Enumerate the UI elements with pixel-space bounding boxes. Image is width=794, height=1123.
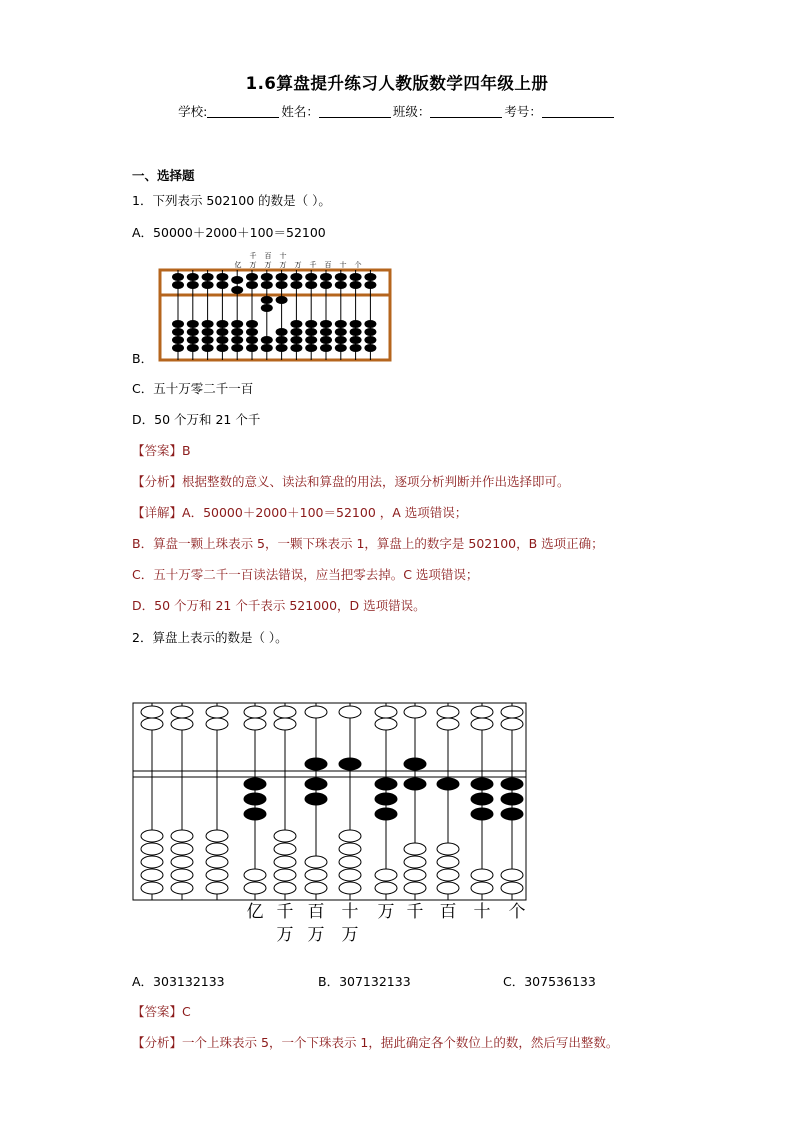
abacus-bead [246,273,258,281]
abacus-bead [437,856,459,868]
abacus-bead [471,793,493,805]
abacus-bead [216,320,228,328]
q2-place-label: 亿 [246,902,264,922]
class-blank[interactable] [430,105,502,118]
student-info-line [0,102,794,120]
q1-answer [132,443,191,459]
q2-option-c: C．307536133 [503,974,596,989]
abacus-bead [501,778,523,790]
abacus-bead [404,869,426,881]
abacus-bead [290,336,302,344]
q1-detail-c: C．五十万零二千一百读法错误，应当把零去掉。C 选项错误； [132,567,479,582]
abacus-bead [404,843,426,855]
answer-tag: 【答案】 [132,1004,183,1019]
school-blank[interactable] [207,105,279,118]
abacus-bead [187,320,199,328]
abacus-bead [375,808,397,820]
abacus-bead [206,869,228,881]
abacus-bead [339,882,361,894]
abacus-bead [375,778,397,790]
detail-tag: 【详解】 [132,505,183,520]
abacus-bead [471,808,493,820]
answer-value: C [182,1004,191,1019]
name-label: 姓名： [281,104,319,119]
q1-option-c: C．五十万零二千一百 [132,381,254,396]
abacus-bead [335,328,347,336]
abacus-bead [305,778,327,790]
abacus-bead [305,344,317,352]
q1-label: 万 [279,261,287,269]
q2-answer [132,1004,191,1020]
name-blank[interactable] [319,105,391,118]
abacus-bead [437,843,459,855]
abacus-bead [339,758,361,770]
abacus-bead [172,344,184,352]
abacus-bead [350,328,362,336]
q2-place-label: 十 [341,902,359,922]
abacus-bead [206,856,228,868]
abacus-bead [172,336,184,344]
abacus-bead [471,869,493,881]
abacus-bead [141,843,163,855]
abacus-bead [261,273,273,281]
abacus-bead [206,843,228,855]
abacus-bead [404,778,426,790]
abacus-bead [202,328,214,336]
abacus-bead [171,843,193,855]
abacus-bead [320,336,332,344]
abacus-bead [501,793,523,805]
abacus-bead [187,273,199,281]
q1-label: 亿 [234,261,242,269]
abacus-bead [141,882,163,894]
abacus-bead [202,273,214,281]
abacus-bead [305,328,317,336]
abacus-bead [276,281,288,289]
abacus-bead [261,336,273,344]
analysis-tag: 【分析】 [132,1035,183,1050]
abacus-bead [350,336,362,344]
abacus-bead [364,281,376,289]
abacus-bead [305,336,317,344]
abacus-bead [471,778,493,790]
abacus-bead [276,296,288,304]
abacus-bead [339,843,361,855]
abacus-bead [437,706,459,718]
abacus-bead [231,286,243,294]
abacus-bead [335,281,347,289]
abacus-bead [501,808,523,820]
abacus-frame [133,703,526,900]
q2-stem: 2．算盘上表示的数是（ ）。 [132,630,288,645]
q2-place-label: 百 [439,902,457,922]
abacus-bead [244,778,266,790]
abacus-bead [375,706,397,718]
abacus-bead [231,276,243,284]
abacus-bead [206,830,228,842]
abacus-bead [246,336,258,344]
abacus-bead [350,273,362,281]
abacus-bead [171,718,193,730]
abacus-bead [216,273,228,281]
abacus-bead [141,718,163,730]
q2-place-label: 万 [377,902,395,922]
q1-label: 万 [264,261,272,269]
abacus-bead [244,882,266,894]
abacus-bead [364,328,376,336]
abacus-bead [171,869,193,881]
abacus-bead [171,830,193,842]
detail-a-text: A．50000＋2000＋100＝52100 ，A 选项错误； [182,505,468,520]
q1-detail-b: B．算盘一颗上珠表示 5，一颗下珠表示 1，算盘上的数字是 502100，B 选项正确； [132,536,604,551]
abacus-bead [404,706,426,718]
abacus-bead [501,882,523,894]
abacus-bead [290,328,302,336]
abacus-bead [274,830,296,842]
abacus-bead [244,706,266,718]
abacus-bead [216,344,228,352]
q1-stem: 1．下列表示 502100 的数是（ ）。 [132,193,331,208]
abacus-bead [375,718,397,730]
abacus-bead [364,336,376,344]
q2-place-label: 个 [508,902,526,922]
abacus-bead [276,328,288,336]
exam-no-blank[interactable] [542,105,614,118]
answer-tag: 【答案】 [132,443,183,458]
q2-place-label: 万 [307,925,325,945]
abacus-bead [246,281,258,289]
abacus-bead [274,718,296,730]
abacus-bead [501,718,523,730]
abacus-bead [320,273,332,281]
q2-place-label: 百 [307,902,325,922]
abacus-bead [305,793,327,805]
q1-label-top: 千 [249,252,257,260]
abacus-bead [501,706,523,718]
abacus-bead [261,344,273,352]
abacus-bead [141,706,163,718]
abacus-bead [187,336,199,344]
abacus-bead [274,869,296,881]
q2-place-label: 十 [473,902,491,922]
abacus-bead [246,328,258,336]
abacus-bead [206,706,228,718]
abacus-bead [274,706,296,718]
q1-label: 万 [294,261,302,269]
abacus-bead [276,273,288,281]
abacus-bead [231,328,243,336]
analysis-tag: 【分析】 [132,474,183,489]
abacus-bead [364,320,376,328]
answer-value: B [182,443,191,458]
q1-label-top: 百 [264,252,272,260]
q2-place-label: 万 [276,925,294,945]
abacus-bead [244,808,266,820]
q1-analysis [132,474,570,490]
abacus-bead [471,706,493,718]
exam-no-label: 考号： [504,104,542,119]
abacus-bead [231,344,243,352]
q1-option-b-label: B． [132,351,154,366]
abacus-bead [244,869,266,881]
abacus-bead [141,830,163,842]
q1-detail-a [132,505,467,521]
abacus-bead [350,281,362,289]
abacus-bead [350,344,362,352]
analysis-text: 一个上珠表示 5，一个下珠表示 1，据此确定各个数位上的数，然后写出整数。 [182,1035,619,1050]
abacus-bead [274,843,296,855]
q2-option-b: B．307132133 [318,974,411,989]
abacus-bead [187,281,199,289]
abacus-bead [244,793,266,805]
abacus-bead [320,344,332,352]
abacus-bead [172,320,184,328]
analysis-text: 根据整数的意义、读法和算盘的用法，逐项分析判断并作出选择即可。 [182,474,570,489]
q2-option-a: A．303132133 [132,974,225,989]
q1-label: 百 [324,261,332,269]
abacus-bead [187,344,199,352]
abacus-bead [216,281,228,289]
abacus-bead [290,273,302,281]
abacus-bead [404,882,426,894]
abacus-bead [339,706,361,718]
abacus-bead [375,793,397,805]
q1-label: 万 [249,261,257,269]
abacus-bead [216,328,228,336]
abacus-bead [171,882,193,894]
abacus-bead [261,304,273,312]
abacus-bead [437,882,459,894]
abacus-bead [206,718,228,730]
abacus-bead [216,336,228,344]
abacus-bead [202,320,214,328]
abacus-bead [320,328,332,336]
abacus-bead [339,856,361,868]
abacus-bead [261,296,273,304]
abacus-bead [206,882,228,894]
abacus-bead [246,344,258,352]
abacus-bead [375,869,397,881]
q1-option-d: D．50 个万和 21 个千 [132,412,261,427]
page-title: 1.6算盘提升练习人教版数学四年级上册 [245,74,549,93]
abacus-bead [305,281,317,289]
abacus-bead [305,273,317,281]
abacus-bead [231,320,243,328]
abacus-bead [335,336,347,344]
q2-abacus-image [130,700,530,950]
abacus-bead [350,320,362,328]
q2-place-label: 千 [406,902,424,922]
section-heading: 一、选择题 [132,168,195,183]
abacus-bead [339,830,361,842]
abacus-bead [290,281,302,289]
abacus-bead [305,758,327,770]
abacus-bead [172,328,184,336]
abacus-bead [404,758,426,770]
abacus-bead [320,320,332,328]
q2-place-label: 万 [341,925,359,945]
abacus-bead [437,718,459,730]
q1-detail-d: D．50 个万和 21 个千表示 521000，D 选项错误。 [132,598,426,613]
q1-label: 十 [339,261,347,269]
q2-place-label: 千 [276,902,294,922]
abacus-bead [246,320,258,328]
abacus-bead [335,344,347,352]
abacus-bead [141,869,163,881]
abacus-bead [404,856,426,868]
abacus-bead [202,336,214,344]
abacus-bead [364,344,376,352]
q1-label-top: 十 [279,252,287,260]
abacus-bead [320,281,332,289]
abacus-bead [471,882,493,894]
abacus-bead [172,281,184,289]
abacus-bead [437,869,459,881]
abacus-bead [274,856,296,868]
abacus-bead [202,344,214,352]
abacus-bead [171,856,193,868]
abacus-bead [305,869,327,881]
abacus-bead [141,856,163,868]
abacus-bead [335,273,347,281]
abacus-bead [437,778,459,790]
abacus-bead [187,328,199,336]
abacus-bead [274,882,296,894]
abacus-bead [305,706,327,718]
q1-option-a: A．50000＋2000＋100＝52100 [132,225,326,240]
abacus-bead [202,281,214,289]
abacus-bead [364,273,376,281]
q1-label: 千 [309,261,317,269]
q1-abacus-image [150,250,400,365]
abacus-bead [471,718,493,730]
abacus-bead [335,320,347,328]
abacus-bead [375,882,397,894]
abacus-bead [290,320,302,328]
abacus-bead [276,344,288,352]
q1-label: 个 [354,261,362,269]
abacus-bead [276,336,288,344]
abacus-bead [290,344,302,352]
abacus-bead [501,869,523,881]
abacus-bead [231,336,243,344]
abacus-bead [171,706,193,718]
abacus-bead [305,856,327,868]
class-label: 班级： [392,104,431,119]
abacus-bead [305,882,327,894]
q2-analysis [132,1035,618,1051]
abacus-bead [339,869,361,881]
abacus-bead [172,273,184,281]
abacus-bead [244,718,266,730]
school-label: 学校: [178,104,208,119]
abacus-bead [261,281,273,289]
abacus-bead [305,320,317,328]
